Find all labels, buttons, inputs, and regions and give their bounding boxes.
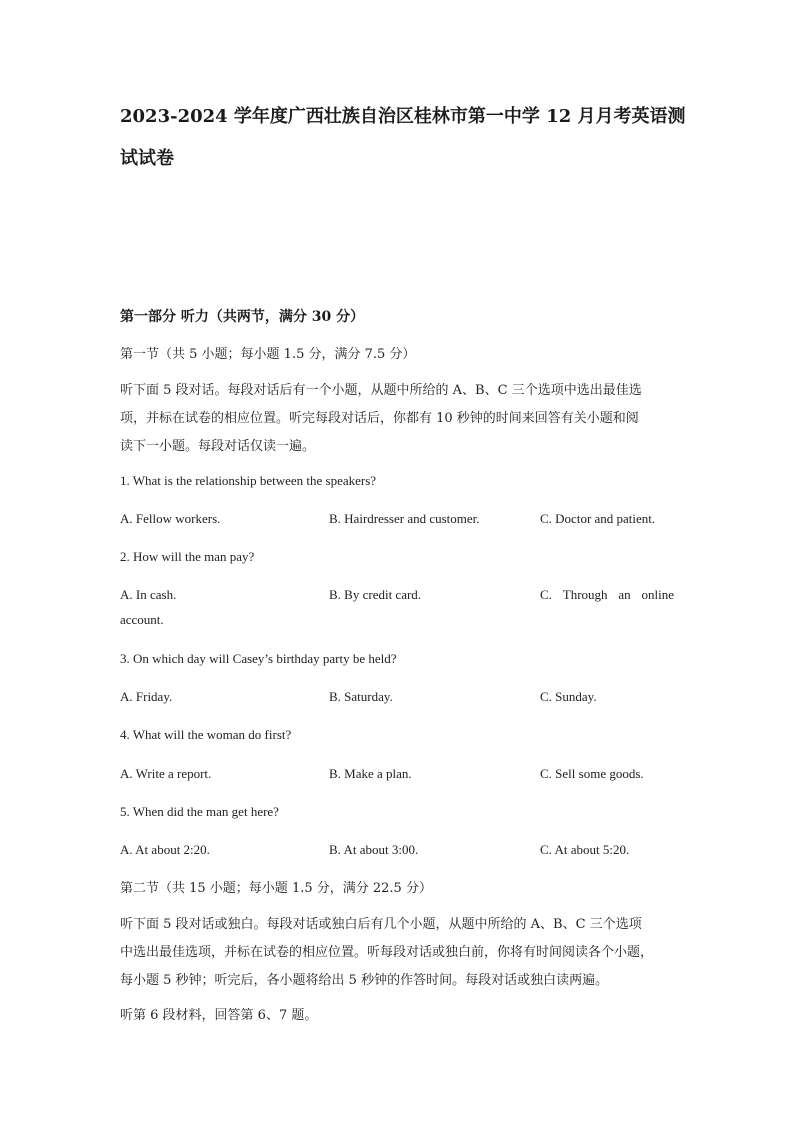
question-4-options xyxy=(120,766,674,786)
question-1-options xyxy=(120,511,674,531)
question-2-options xyxy=(120,587,674,607)
part-1-heading: 第一部分 听力（共两节，满分 30 分） xyxy=(120,309,365,325)
question-5-options xyxy=(120,842,674,862)
option-a: A. Write a report. xyxy=(120,766,212,781)
option-c xyxy=(540,587,674,603)
exam-title xyxy=(120,96,686,180)
option-c-word: an xyxy=(618,587,631,602)
instruction-line: 听下面 5 段对话或独白。每段对话或独白后有几个小题，从题中所给的 A、B、C 三个选项 xyxy=(120,917,642,932)
question-2-text: 2. How will the man pay? xyxy=(120,549,255,564)
option-b: B. Make a plan. xyxy=(329,766,412,781)
option-b: B. Hairdresser and customer. xyxy=(329,511,480,526)
exam-title-line-2: 试试卷 xyxy=(120,148,174,169)
instruction-line: 项，并标在试卷的相应位置。听完每段对话后，你都有 10 秒钟的时间来回答有关小题和阅 xyxy=(120,411,639,426)
instruction-line: 读下一小题。每段对话仅读一遍。 xyxy=(120,439,316,454)
option-c: C. Sunday. xyxy=(540,689,597,704)
section-2-instructions xyxy=(120,911,674,995)
question-3-options xyxy=(120,689,674,709)
question-1-text: 1. What is the relationship between the speakers? xyxy=(120,473,377,488)
option-a: A. Friday. xyxy=(120,689,173,704)
option-a: A. Fellow workers. xyxy=(120,511,221,526)
option-b: B. At about 3:00. xyxy=(329,842,419,857)
section-1-instructions xyxy=(120,377,674,461)
option-c-word: C. xyxy=(540,587,552,602)
option-a: A. At about 2:20. xyxy=(120,842,210,857)
exam-title-line-1: 2023-2024 学年度广西壮族自治区桂林市第一中学 12 月月考英语测 xyxy=(120,106,686,127)
option-a: A. In cash. xyxy=(120,587,177,602)
instruction-line: 中选出最佳选项，并标在试卷的相应位置。听每段对话或独白前，你将有时间阅读各个小题， xyxy=(120,945,654,960)
instruction-line: 听下面 5 段对话。每段对话后有一个小题，从题中所给的 A、B、C 三个选项中选出最佳选 xyxy=(120,383,642,398)
option-c-word: online xyxy=(641,587,674,602)
option-b: B. By credit card. xyxy=(329,587,422,602)
section-2-heading: 第二节（共 15 小题；每小题 1.5 分，满分 22.5 分） xyxy=(120,881,432,896)
option-c: C. Doctor and patient. xyxy=(540,511,656,526)
section-1-heading: 第一节（共 5 小题；每小题 1.5 分，满分 7.5 分） xyxy=(120,347,416,362)
question-4-text: 4. What will the woman do first? xyxy=(120,727,292,742)
option-c-continuation: account. xyxy=(120,612,164,627)
option-c-word: Through xyxy=(562,587,608,602)
instruction-line: 每小题 5 秒钟；听完后，各小题将给出 5 秒钟的作答时间。每段对话或独白读两遍。 xyxy=(120,973,609,988)
option-b: B. Saturday. xyxy=(329,689,393,704)
material-6-note: 听第 6 段材料，回答第 6、7 题。 xyxy=(120,1008,318,1023)
option-c: C. Sell some goods. xyxy=(540,766,644,781)
question-3-text: 3. On which day will Casey’s birthday party be held? xyxy=(120,651,397,666)
option-c: C. At about 5:20. xyxy=(540,842,630,857)
question-5-text: 5. When did the man get here? xyxy=(120,804,279,819)
